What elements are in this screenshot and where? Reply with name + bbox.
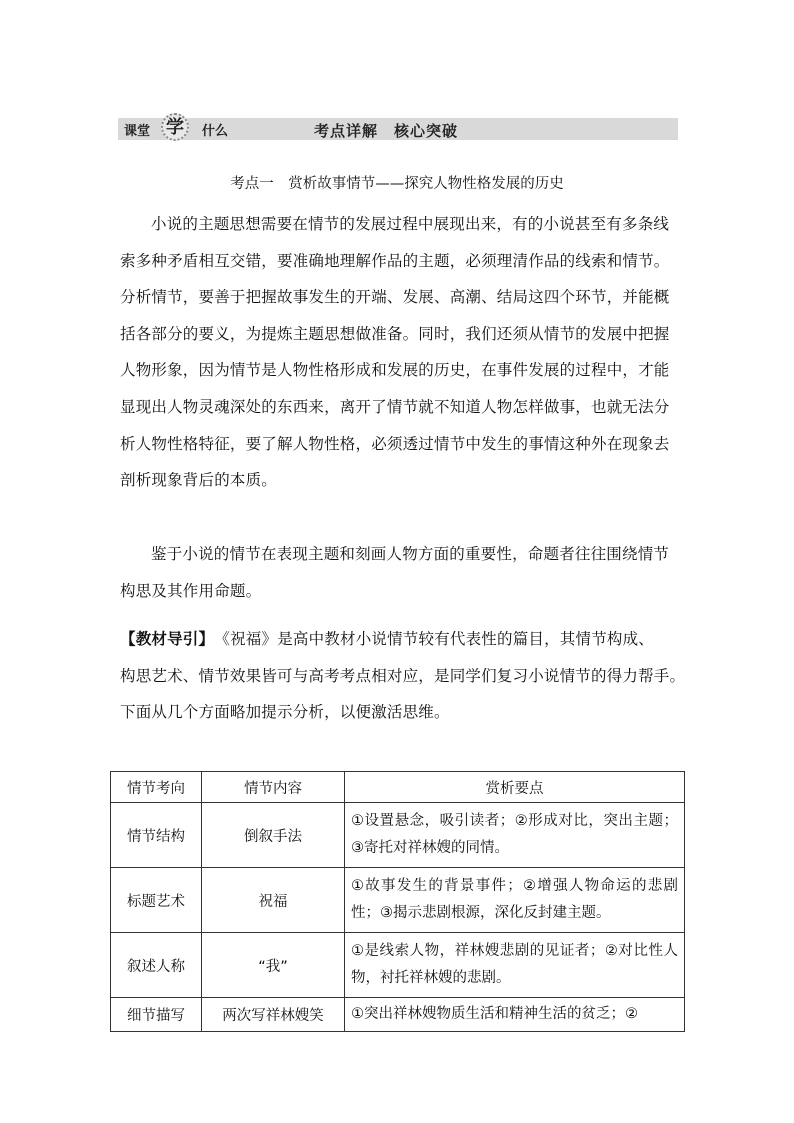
paragraph-line: 括各部分的要义，为提炼主题思想做准备。同时，我们还须从情节的发展中把握 [120,324,670,343]
paragraph-line: 鉴于小说的情节在表现主题和刻画人物方面的重要性，命题者往往围绕情节 [151,545,670,563]
header-plot-content: 情节内容 [202,772,345,803]
paragraph-line: 构思及其作用命题。 [120,581,262,600]
table-cell: 细节描写 [111,998,202,1032]
paragraph-line: 分析情节，要善于把握故事发生的开端、发展、高潮、结局这四个环节，并能概 [120,288,670,307]
banner-label-left: 课堂 [124,124,151,139]
paragraph-line: 人物形象，因为情节是人物性格形成和发展的历史，在事件发展的过程中，才能 [120,361,670,380]
table-row [111,803,685,868]
table-cell: 两次写祥林嫂笑 [202,998,345,1032]
textbook-guide-tag: 【教材导引】 [120,630,207,648]
section-banner [118,118,678,140]
learn-badge-icon: 学 [161,113,189,141]
header-plot-direction: 情节考向 [111,772,202,803]
table-row [111,998,685,1032]
table-cell: ①设置悬念，吸引读者；②形成对比，突出主题；③寄托对祥林嫂的同情。 [345,803,685,868]
banner-title: 考点详解 核心突破 [314,122,459,140]
table-row [111,868,685,933]
plot-analysis-table [110,771,685,1032]
paragraph-textbook-guide [120,621,686,731]
table-cell: ①故事发生的背景事件；②增强人物命运的悲剧性；③揭示悲剧根源，深化反封建主题。 [345,868,685,933]
paragraph-line: 小说的主题思想需要在情节的发展过程中展现出来，有的小说甚至有多条线 [151,215,670,233]
paragraph-line: 显现出人物灵魂深处的东西来，离开了情节就不知道人物怎样做事，也就无法分 [120,397,670,416]
paragraph-text: 《祝福》是高中教材小说情节较有代表性的篇目，其情节构成、 [206,630,655,648]
paragraph-question-focus [120,536,680,609]
paragraph-line: 析人物性格特征，要了解人物性格，必须透过情节中发生的事情这种外在现象去 [120,434,670,453]
banner-label-after-badge: 什么 [202,124,229,139]
table-cell: “我” [202,933,345,998]
table-cell: 标题艺术 [111,868,202,933]
paragraph-intro [120,206,680,499]
table-row [111,933,685,998]
table-cell: 倒叙手法 [202,803,345,868]
table-header-row [111,772,685,803]
table-cell: ①突出祥林嫂物质生活和精神生活的贫乏；② [345,998,685,1032]
table-cell: 情节结构 [111,803,202,868]
paragraph-line: 下面从几个方面略加提示分析，以便激活思维。 [120,703,450,722]
table-cell: ①是线索人物，祥林嫂悲剧的见证者；②对比性人物，衬托祥林嫂的悲剧。 [345,933,685,998]
table-cell: 叙述人称 [111,933,202,998]
paragraph-line [120,621,680,658]
section-heading: 考点一 赏析故事情节——探究人物性格发展的历史 [230,176,564,192]
paragraph-line: 索多种矛盾相互交错，要准确地理解作品的主题，必须理清作品的线索和情节。 [120,251,670,270]
header-key-points: 赏析要点 [345,772,685,803]
table-cell: 祝福 [202,868,345,933]
paragraph-line: 构思艺术、情节效果皆可与高考考点相对应，是同学们复习小说情节的得力帮手。 [120,666,686,685]
paragraph-line: 剖析现象背后的本质。 [120,471,278,490]
